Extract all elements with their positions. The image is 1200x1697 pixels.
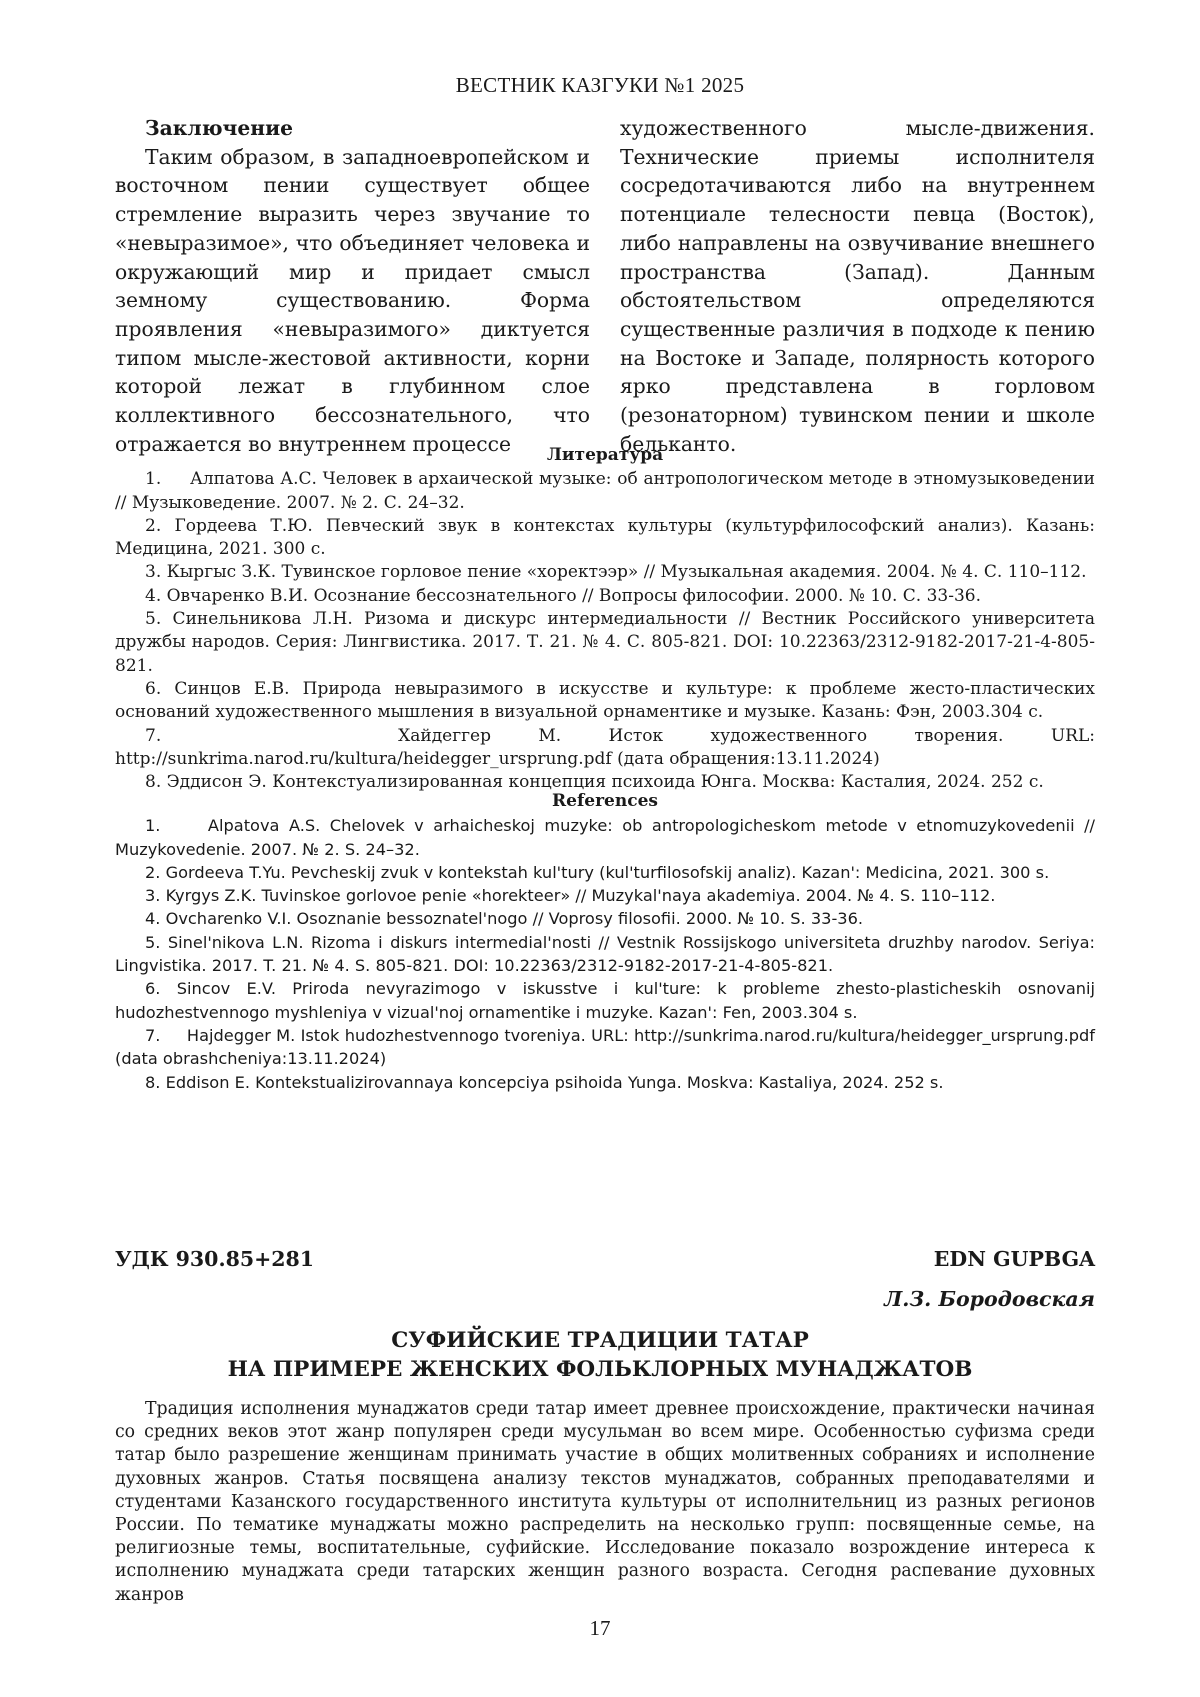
article-title-line-1: СУФИЙСКИЕ ТРАДИЦИИ ТАТАР [391, 1328, 809, 1353]
udk-code: УДК 930.85+281 [115, 1247, 315, 1271]
article-codes-row [115, 1247, 1095, 1271]
conclusion-right-text: художественного мысле-движения. Технические приемы исполнителя сосредотачиваются либо на внутреннем потенциале телесности певца (Восток), либо направлены на озвучивание внешнего пространства (Запад). Данным обстоятельством определяются существенные различия в подходе к пению на Востоке и Западе, полярность которого ярко представлена в горловом (резонаторном) тувинском пении и школе бельканто. [620, 116, 1095, 456]
page-number: 17 [589, 1616, 611, 1640]
reference-item: 6. Sincov E.V. Priroda nevyrazimogo v iskusstve i kul'ture: k probleme zhesto-plasticheskih osnovanij hudozhestvennogo myshleniya v vizual'noj ornamentike i muzyke. Kazan': Fen, 2003.304 s. [115, 979, 1095, 1022]
article-title [0, 1326, 1200, 1384]
abstract-text: Традиция исполнения мунаджатов среди татар имеет древнее происхождение, практически начиная со средних веков этот жанр популярен среди мусульман во всем мире. Особенностью суфизма среди татар было разрешение женщинам принимать участие в общих молитвенных собраниях и исполнение духовных жанров. Статья посвящена анализу текстов мунаджатов, собранных преподавателями и студентами Казанского государственного института культуры от исполнительниц из разных регионов России. По тематике мунаджаты можно распределить на несколько групп: посвященные семье, на религиозные темы, воспитательные, суфийские. Исследование показало возрождение интереса к исполнению мунаджата среди татарских женщин разного возраста. Сегодня распевание духовных жанров [115, 1399, 1095, 1605]
literature-item: 5. Синельникова Л.Н. Ризома и дискурс интермедиальности // Вестник Российского университета дружбы народов. Серия: Лингвистика. 2017. Т. 21. № 4. С. 805-821. DOI: 10.22363/2312-9182-2017-21-4-805-821. [115, 609, 1095, 676]
reference-item: 2. Gordeeva T.Yu. Pevcheskij zvuk v kontekstah kul'tury (kul'turfilosofskij analiz). Kazan': Medicina, 2021. 300 s. [145, 862, 1050, 882]
literature-item: 2. Гордеева Т.Ю. Певческий звук в контекстах культуры (культурфилософский анализ). Казань: Медицина, 2021. 300 с. [115, 515, 1095, 560]
article-author: Л.З. Бородовская [884, 1287, 1095, 1311]
article-abstract [115, 1398, 1095, 1607]
literature-item: 3. Кыргыс З.К. Тувинское горловое пение «хоректээр» // Музыкальная академия. 2004. № 4. С. 110–112. [145, 562, 1087, 583]
literature-title: Литература [546, 445, 664, 465]
reference-item: 7. Hajdegger M. Istok hudozhestvennogo tvoreniya. URL: http://sunkrima.narod.ru/kultura/heidegger_ursprung.pdf (data obrashcheniya:13.11.2024) [115, 1025, 1095, 1069]
reference-item: 5. Sinel'nikova L.N. Rizoma i diskurs intermedial'nosti // Vestnik Rossijskogo universiteta druzhby narodov. Seriya: Lingvistika. 2017. T. 21. № 4. S. 805-821. DOI: 10.22363/2312-9182-2017-21-4-805-821. [115, 932, 1095, 976]
references-section [115, 790, 1095, 1094]
conclusion-heading: Заключение [145, 116, 294, 140]
conclusion-right-column [620, 114, 1095, 458]
literature-item: 1. Алпатова А.С. Человек в архаической музыке: об антропологическом методе в этномузыковедении // Музыковедение. 2007. № 2. С. 24–32. [115, 469, 1095, 513]
conclusion-left-text: Таким образом, в западноевропейском и восточном пении существует общее стремление выразить через звучание то «невыразимое», что объединяет человека и окружающий мир и придает смысл земному существованию. Форма проявления «невыразимого» диктуется типом мысле-жестовой активности, корни которой лежат в глубинном слое коллективного бессознательного, что отражается во внутреннем процессе [115, 144, 590, 456]
article-title-line-2: НА ПРИМЕРЕ ЖЕНСКИХ ФОЛЬКЛОРНЫХ МУНАДЖАТОВ [227, 1357, 973, 1382]
literature-item: 8. Эддисон Э. Контекстуализированная концепция психоида Юнга. Москва: Касталия, 2024. 252 с. [145, 772, 1044, 793]
literature-item: 7. Хайдеггер М. Исток художественного творения. URL: http://sunkrima.narod.ru/kultura/heidegger_ursprung.pdf (дата обращения:13.11.2024) [115, 725, 1095, 769]
literature-section [115, 444, 1095, 794]
reference-item: 3. Kyrgys Z.K. Tuvinskoe gorlovoe penie «horekteer» // Muzykal'naya akademiya. 2004. № 4. S. 110–112. [145, 886, 996, 906]
reference-item: 8. Eddison E. Kontekstualizirovannaya koncepciya psihoida Yunga. Moskva: Kastaliya, 2024. 252 s. [145, 1072, 944, 1092]
reference-item: 1. Alpatova A.S. Chelovek v arhaicheskoj muzyke: ob antropologicheskom metode v etnomuzykovedenii // Muzykovedenie. 2007. № 2. S. 24–32. [115, 816, 1095, 859]
running-header: ВЕСТНИК КАЗГУКИ №1 2025 [455, 73, 745, 97]
conclusion-section [115, 114, 1095, 458]
literature-item: 4. Овчаренко В.И. Осознание бессознательного // Вопросы философии. 2000. № 10. С. 33-36. [145, 585, 981, 606]
reference-item: 4. Ovcharenko V.I. Osoznanie bessoznatel'nogo // Voprosy filosofii. 2000. № 10. S. 33-36. [145, 909, 864, 929]
conclusion-left-column [115, 114, 590, 458]
literature-item: 6. Синцов Е.В. Природа невыразимого в искусстве и культуре: к проблеме жесто-пластических оснований художественного мышления в визуальной орнаментике и музыке. Казань: Фэн, 2003.304 с. [115, 678, 1095, 723]
references-title: References [552, 791, 658, 811]
edn-code: EDN GUPBGA [933, 1247, 1095, 1271]
